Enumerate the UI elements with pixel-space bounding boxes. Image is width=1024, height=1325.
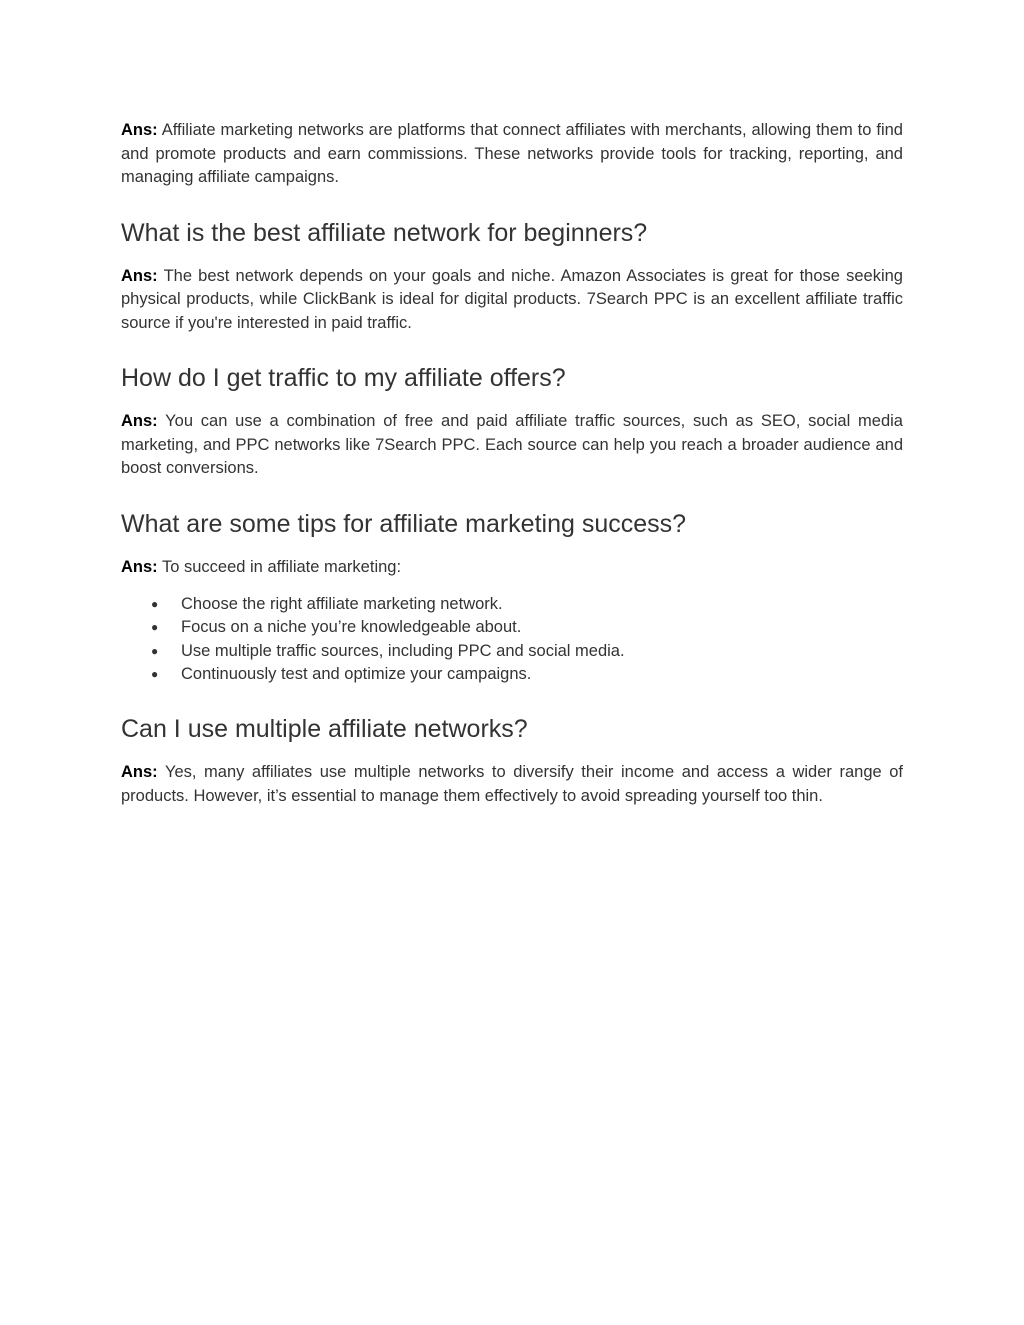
tips-list (121, 593, 903, 686)
question-heading-2: How do I get traffic to my affiliate offers? (121, 364, 566, 392)
ans-label: Ans: (121, 557, 158, 576)
list-item (121, 640, 903, 663)
list-item-text: Use multiple traffic sources, including PPC and social media. (181, 641, 625, 660)
answer-1 (121, 265, 903, 336)
ans-label: Ans: (121, 121, 158, 139)
question-heading-1: What is the best affiliate network for beginners? (121, 218, 648, 247)
list-item (121, 616, 903, 639)
list-item-text: Continuously test and optimize your campaigns. (181, 664, 532, 683)
ans-label: Ans: (121, 266, 158, 285)
answer-3 (121, 556, 903, 580)
intro-answer (121, 119, 903, 190)
question-heading-3: What are some tips for affiliate marketing success? (121, 509, 687, 538)
answer-text: Yes, many affiliates use multiple networks to diversify their income and access a wider range of products. However, it’s essential to manage them effectively to avoid spreading yourself too thin. (121, 763, 903, 805)
answer-text: The best network depends on your goals and niche. Amazon Associates is great for those seeking physical products, while ClickBank is ideal for digital products. 7Search PPC is an excellent affiliate traffic source if you're interested in paid traffic. (121, 266, 903, 332)
bullet-icon: ● (151, 643, 159, 658)
list-item (121, 593, 903, 616)
answer-text: Affiliate marketing networks are platforms that connect affiliates with merchants, allowing them to find and promote products and earn commissions. These networks provide tools for tracking, reporting, and managing affiliate campaigns. (121, 121, 903, 186)
answer-4 (121, 761, 903, 808)
list-item (121, 663, 903, 686)
answer-text: You can use a combination of free and paid affiliate traffic sources, such as SEO, social media marketing, and PPC networks like 7Search PPC. Each source can help you reach a broader audience and boost conversions. (121, 412, 903, 477)
ans-label: Ans: (121, 763, 158, 782)
answer-text: To succeed in affiliate marketing: (161, 557, 402, 576)
bullet-icon: ● (151, 597, 159, 611)
question-heading-4: Can I use multiple affiliate networks? (121, 715, 528, 744)
ans-label: Ans: (121, 412, 158, 430)
list-item-text: Focus on a niche you’re knowledgeable about. (181, 618, 522, 637)
bullet-icon: ● (151, 620, 159, 635)
answer-2 (121, 410, 903, 481)
bullet-icon: ● (151, 666, 159, 681)
list-item-text: Choose the right affiliate marketing network. (181, 595, 503, 613)
document-page (121, 119, 903, 808)
